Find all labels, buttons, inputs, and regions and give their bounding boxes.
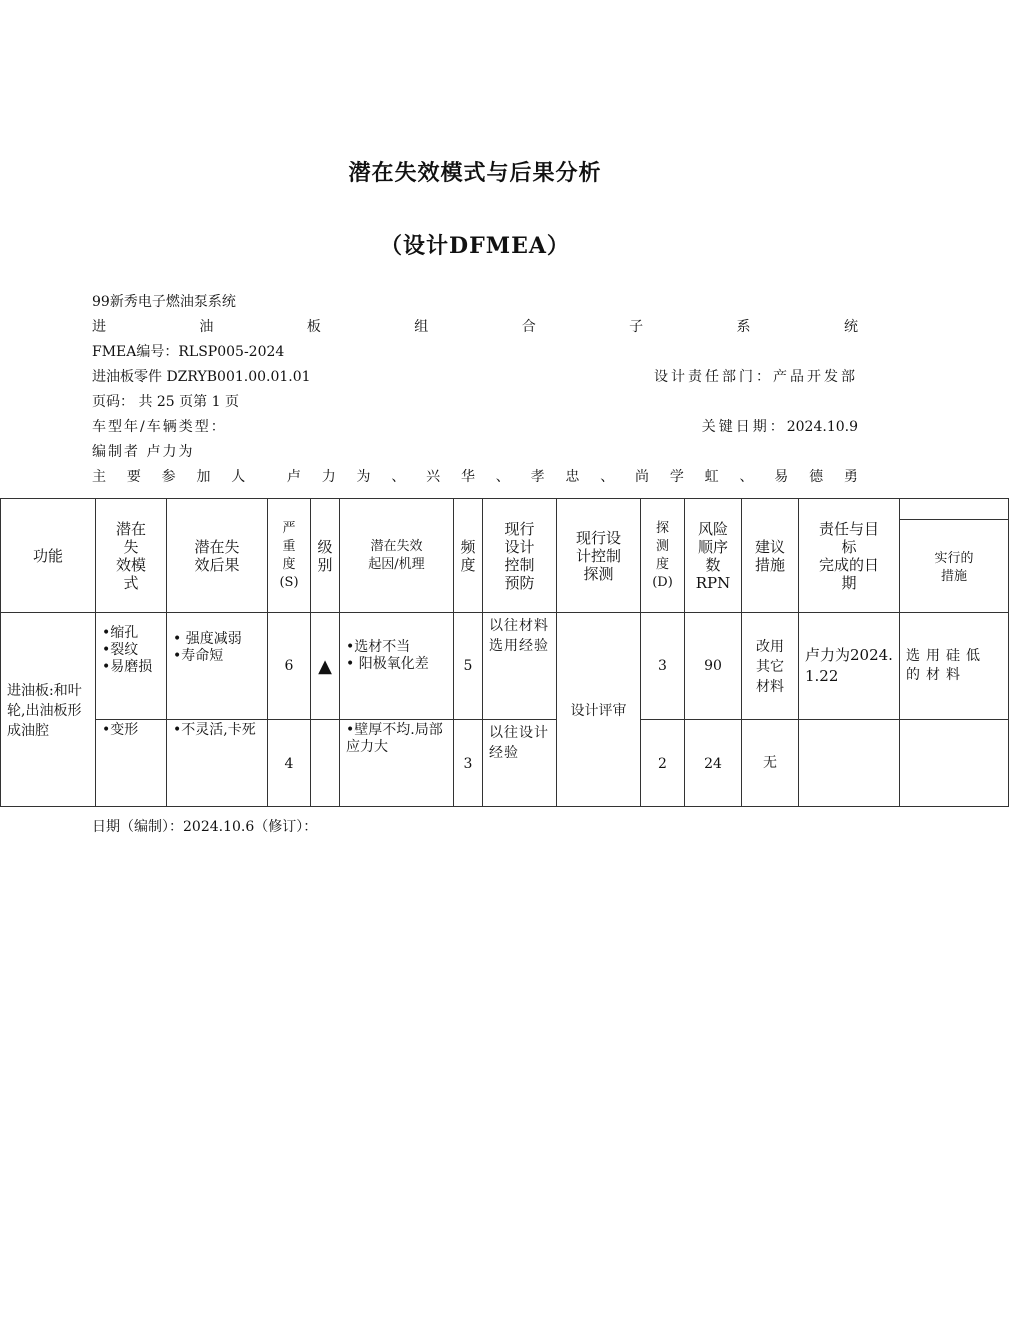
prevention-cell: 以往设计经验 [483,720,557,807]
col-cause [340,499,454,613]
list-item: • 强度减弱 [173,631,242,647]
list-item: •选材不当 [346,639,411,655]
header-line: 责任与目 [818,519,879,538]
system-name: 99新秀电子燃油泵系统 [92,294,236,310]
spaced-char: 虹 [704,469,719,485]
document-subtitle: （设计DFMEA） [380,233,570,259]
header-line: 重 [282,538,296,554]
spaced-char: 学 [669,469,684,485]
header-line: 潜在失效 [370,538,423,554]
spaced-char: 统 [843,319,858,335]
header-line: 度 [655,556,669,572]
header-line: 建议 [754,537,785,556]
header-line: 完成的日 [818,555,879,574]
spaced-char: 子 [629,319,644,335]
table-row [1,720,1009,807]
spaced-char: 华 [460,469,475,485]
cause-cell [340,720,454,807]
header-line: 现行设 [575,528,621,547]
header-line: 测 [655,538,669,554]
col-rpn [685,499,742,613]
col-severity [268,499,311,613]
model-row [92,417,858,437]
participants [92,467,858,487]
header-line: 度 [282,556,296,572]
spaced-char: 为 [356,469,371,485]
header-line: 失 [123,537,139,556]
fmea-table [0,498,1009,807]
spaced-char: 加 [196,469,211,485]
action-results-subheader [900,499,1008,520]
spaced-char: 要 [126,469,141,485]
page-number: 页码： 共 25 页第 1 页 [92,394,239,410]
spaced-char: 油 [199,319,214,335]
list-item: •寿命短 [173,648,224,664]
table-row [1,613,1009,720]
header-line: 实行的 [934,551,974,566]
list-item: •易磨损 [102,659,153,675]
header-line: 度 [460,555,476,574]
spaced-char: 德 [809,469,824,485]
subsystem-name [92,317,858,337]
spaced-char: 、 [739,469,754,485]
header-line: 预防 [504,573,535,592]
header-line: 级 [317,537,333,556]
recommended-action-cell: 无 [742,720,799,807]
list-item: •壁厚不均.局部应力大 [346,722,443,755]
list-item: • 阳极氧化差 [346,656,429,672]
cause-cell [340,613,454,720]
header-line: 严 [282,520,296,536]
detection-control-cell: 设计评审 [557,613,641,807]
spaced-char: 兴 [426,469,441,485]
header-line: 式 [123,573,139,592]
occurrence-cell: 5 [454,613,483,720]
responsibility-cell [799,720,900,807]
header-line: RPN [695,573,731,592]
spaced-char: 卢 [286,469,301,485]
spaced-char: 勇 [843,469,858,485]
key-date-value: 2024.10.9 [786,419,858,435]
header-line: 潜在失 [194,537,240,556]
header-line: 控制 [504,555,535,574]
design-dept-value: 产品开发部 [773,369,858,385]
header-line: 现行 [504,519,535,538]
header-line: 潜在 [115,519,146,538]
header-line: 频 [460,537,476,556]
spaced-char: 主 [92,469,106,485]
header-line: 设计 [504,537,535,556]
spaced-char: 系 [736,319,751,335]
severity-cell: 6 [268,613,311,720]
spaced-char: 易 [774,469,789,485]
spaced-char: 板 [306,319,321,335]
list-item: •裂纹 [102,642,139,658]
col-responsibility [799,499,900,613]
part-number-row [92,367,858,387]
table-header-row [1,499,1009,613]
spaced-char: 尚 [635,469,649,485]
spaced-char: 力 [321,469,336,485]
class-cell [311,720,340,807]
header-line: 期 [841,573,857,592]
occurrence-cell: 3 [454,720,483,807]
responsibility-cell: 卢力为2024.1.22 [799,613,900,720]
spaced-char: 孝 [530,469,545,485]
failure-mode-cell [96,613,167,720]
header-line: 标 [841,537,857,556]
severity-cell: 4 [268,720,311,807]
header-line: 措施 [940,569,967,584]
header-line: 效模 [115,555,146,574]
header-line: 起因/机理 [368,556,425,572]
col-prevention [483,499,557,613]
spaced-char: 、 [391,469,406,485]
col-function: 功能 [1,499,96,613]
rpn-cell: 24 [685,720,742,807]
rpn-cell: 90 [685,613,742,720]
footer-dates: 日期（编制）：2024.10.6（修订）： [92,819,318,835]
col-mode [96,499,167,613]
header-line: 风险 [697,519,728,538]
recommended-action-cell: 改用其它材料 [742,613,799,720]
class-cell: ▲ [311,613,340,720]
header-line: 探 [655,520,669,536]
failure-mode-cell [96,720,167,807]
failure-effect-cell [167,720,268,807]
action-taken-cell: 选用硅低的材料 [900,613,1009,720]
part-number: 进油板零件 DZRYB001.00.01.01 [92,369,311,385]
action-taken-label [900,520,1008,586]
design-dept [654,367,858,387]
header-line: 计控制 [575,546,621,565]
spaced-char: 人 [231,469,246,485]
key-date [702,417,858,437]
design-dept-label: 设计责任部门： [654,369,773,385]
failure-effect-cell [167,613,268,720]
header-line: 顺序 [697,537,728,556]
spaced-char: 、 [495,469,510,485]
detection-cell: 2 [641,720,685,807]
header-line: 效后果 [194,555,240,574]
spaced-char: 忠 [565,469,580,485]
model-year-label: 车型年/车辆类型： [92,419,227,435]
col-class [311,499,340,613]
list-item: •不灵活,卡死 [173,722,256,738]
author: 编制者 卢力为 [92,444,195,460]
detection-cell: 3 [641,613,685,720]
function-cell: 进油板:和叶轮,出油板形成油腔 [1,613,96,807]
col-occurrence [454,499,483,613]
spaced-char: 合 [521,319,536,335]
list-item: •变形 [102,722,139,738]
spaced-char: 参 [161,469,176,485]
spaced-char: 组 [414,319,429,335]
prevention-cell: 以往材料选用经验 [483,613,557,720]
col-effect [167,499,268,613]
spaced-char: 、 [600,469,615,485]
action-taken-cell [900,720,1009,807]
col-action [742,499,799,613]
header-line: 探测 [583,564,614,583]
header-line: (D) [652,574,673,590]
header-line: 措施 [754,555,785,574]
fmea-number: FMEA编号：RLSP005-2024 [92,344,285,360]
header-line: 别 [317,555,333,574]
spaced-char: 进 [92,319,106,335]
list-item: •缩孔 [102,625,139,641]
col-detection-control [557,499,641,613]
document-title: 潜在失效模式与后果分析 [348,160,602,186]
col-detection [641,499,685,613]
col-action-taken [900,499,1009,613]
key-date-label: 关键日期： [701,419,787,435]
header-line: 数 [705,555,721,574]
header-line: (S) [279,574,299,590]
